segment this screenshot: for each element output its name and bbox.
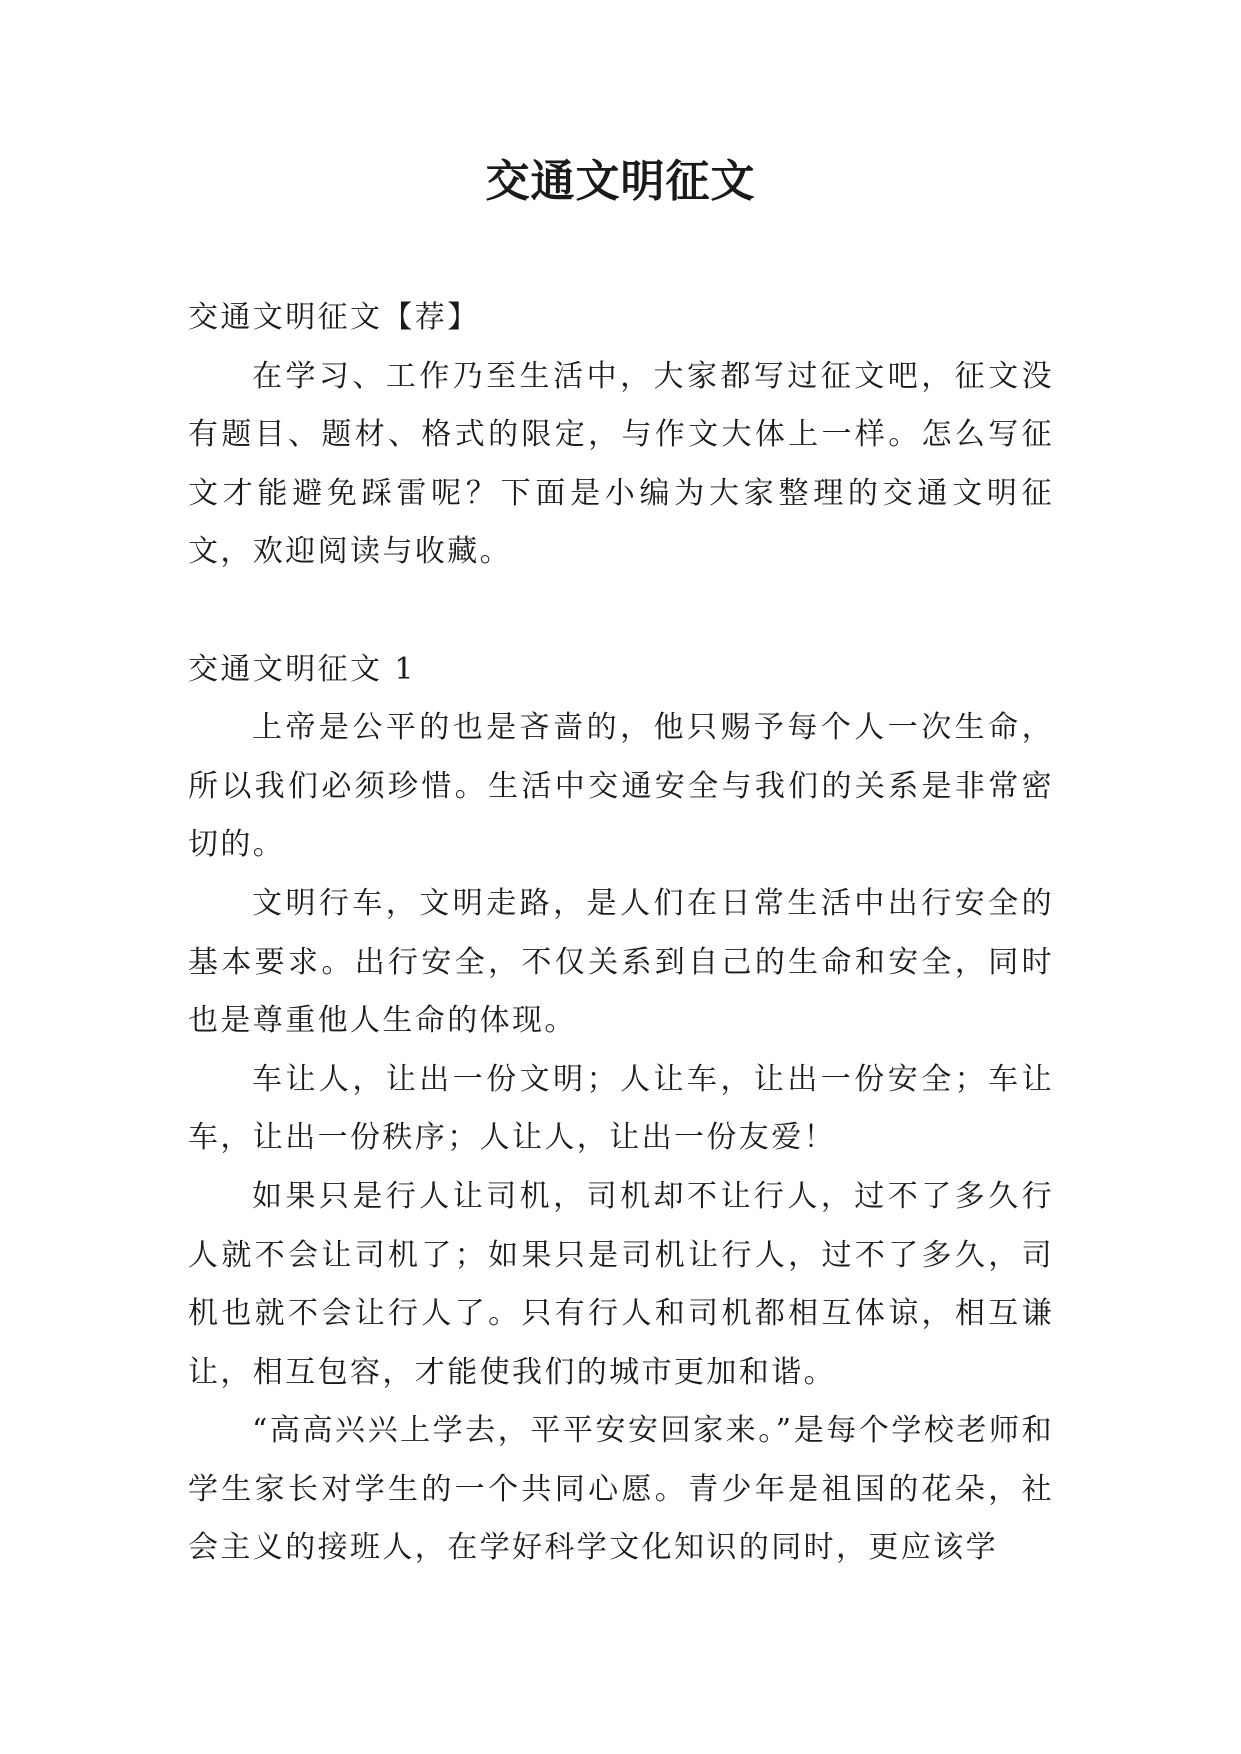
body-paragraph: 车让人，让出一份文明；人让车，让出一份安全；车让车，让出一份秩序；人让人，让出一份友爱！ <box>188 1061 1054 1156</box>
intro-paragraph: 在学习、工作乃至生活中，大家都写过征文吧，征文没有题目、题材、格式的限定，与作文大体上一样。怎么写征文才能避免踩雷呢？下面是小编为大家整理的交通文明征文，欢迎阅读与收藏。 <box>188 358 1054 570</box>
document-body <box>188 289 1054 1578</box>
body-paragraph: 文明行车，文明走路，是人们在日常生活中出行安全的基本要求。出行安全，不仅关系到自己的生命和安全，同时也是尊重他人生命的体现。 <box>188 885 1054 1039</box>
body-paragraph: 如果只是行人让司机，司机却不让行人，过不了多久行人就不会让司机了；如果只是司机让行人，过不了多久，司机也就不会让行人了。只有行人和司机都相互体谅，相互谦让，相互包容，才能使我们的城市更加和谐。 <box>188 1178 1054 1390</box>
body-paragraph: 上帝是公平的也是吝啬的，他只赐予每个人一次生命，所以我们必须珍惜。生活中交通安全与我们的关系是非常密切的。 <box>188 710 1054 863</box>
section-spacer <box>188 582 1054 641</box>
section-heading: 交通文明征文 1 <box>188 651 416 687</box>
document-subtitle: 交通文明征文【荐】 <box>188 300 480 335</box>
body-paragraph: “高高兴兴上学去，平平安安回家来。”是每个学校老师和学生家长对学生的一个共同心愿。青少年是祖国的花朵，社会主义的接班人，在学好科学文化知识的同时，更应该学 <box>188 1413 1054 1566</box>
document-title: 交通文明征文 <box>485 156 756 207</box>
